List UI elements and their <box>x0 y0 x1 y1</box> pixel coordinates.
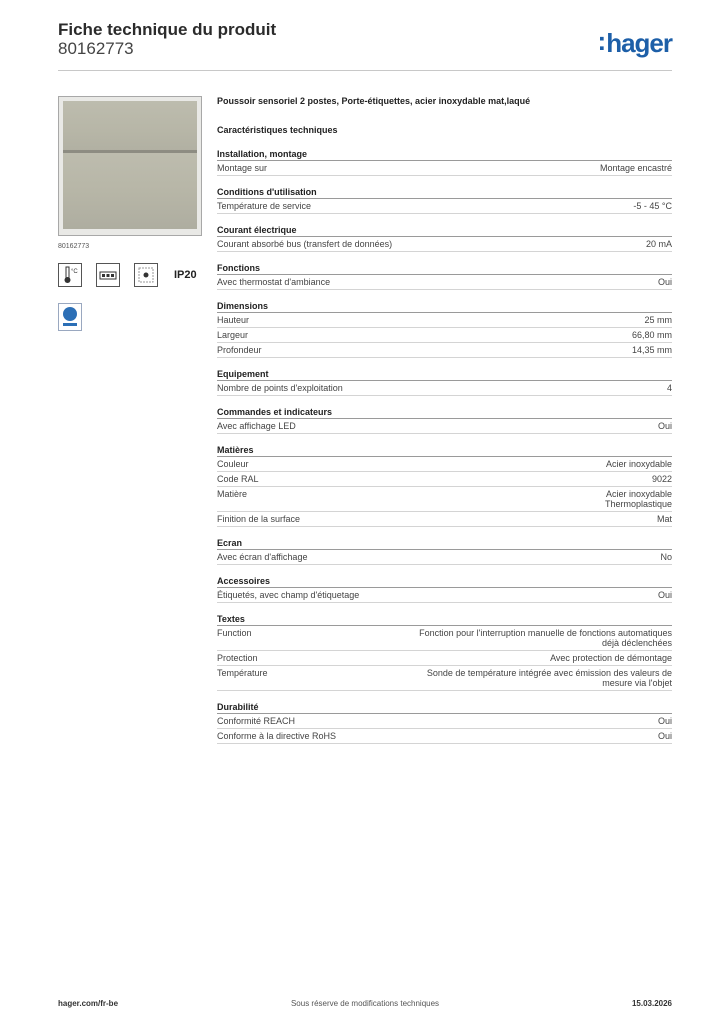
spec-group <box>217 263 672 290</box>
spec-label: Function <box>217 628 252 638</box>
spec-label: Température de service <box>217 201 312 211</box>
spec-row <box>217 199 672 214</box>
spec-row <box>217 666 672 691</box>
spec-value: Acier inoxydable <box>605 459 672 469</box>
spec-value: 14,35 mm <box>631 345 672 355</box>
spec-group-title: Fonctions <box>217 263 672 275</box>
spec-label: Largeur <box>217 330 249 340</box>
svg-text:°C: °C <box>71 269 78 275</box>
spec-label: Finition de la surface <box>217 514 301 524</box>
spec-label: Avec écran d'affichage <box>217 552 308 562</box>
spec-group <box>217 702 672 744</box>
spec-groups <box>217 149 672 744</box>
spec-row <box>217 328 672 343</box>
spec-row <box>217 550 672 565</box>
spec-value: Oui <box>657 716 672 726</box>
page-header <box>58 20 672 71</box>
spec-label: Étiquetés, avec champ d'étiquetage <box>217 590 360 600</box>
page-title: Fiche technique du produit <box>58 20 277 39</box>
spec-row <box>217 512 672 527</box>
spec-value: No <box>660 552 672 562</box>
spec-value: 25 mm <box>644 315 672 325</box>
spec-group <box>217 225 672 252</box>
footer-date: 15.03.2026 <box>631 999 672 1008</box>
spec-group <box>217 187 672 214</box>
spec-value: Fonction pour l'interruption manuelle de fonctions automatiques déjà déclenchées <box>419 628 672 648</box>
product-number: 80162773 <box>58 39 134 58</box>
spec-row <box>217 651 672 666</box>
spec-value: 20 mA <box>645 239 672 249</box>
spec-value: 4 <box>666 383 672 393</box>
spec-row <box>217 729 672 744</box>
energy-label-icon <box>58 303 82 331</box>
spec-value: Oui <box>657 277 672 287</box>
spec-label: Avec affichage LED <box>217 421 296 431</box>
spec-group-title: Courant électrique <box>217 225 672 237</box>
spec-value: Sonde de température intégrée avec émission des valeurs de mesure via l'objet <box>426 668 672 688</box>
spec-group-title: Dimensions <box>217 301 672 313</box>
spec-label: Protection <box>217 653 258 663</box>
spec-value: Oui <box>657 421 672 431</box>
spec-row <box>217 313 672 328</box>
spec-row <box>217 588 672 603</box>
spec-row <box>217 714 672 729</box>
ip-rating: IP20 <box>174 269 197 281</box>
spec-row <box>217 487 672 512</box>
spec-value: Montage encastré <box>599 163 672 173</box>
spec-label: Conforme à la directive RoHS <box>217 731 337 741</box>
spec-group <box>217 369 672 396</box>
spec-group <box>217 614 672 691</box>
spec-value: Acier inoxydable Thermoplastique <box>604 489 672 509</box>
spec-row <box>217 237 672 252</box>
spec-group-title: Matières <box>217 445 672 457</box>
spec-value: Oui <box>657 590 672 600</box>
spec-group-title: Conditions d'utilisation <box>217 187 672 199</box>
spec-label: Code RAL <box>217 474 259 484</box>
spec-group-title: Installation, montage <box>217 149 672 161</box>
spec-value: Oui <box>657 731 672 741</box>
spec-label: Profondeur <box>217 345 262 355</box>
feature-icons <box>58 263 208 333</box>
product-image <box>58 96 202 236</box>
spec-label: Courant absorbé bus (transfert de données) <box>217 239 393 249</box>
spec-row <box>217 419 672 434</box>
display-icon <box>96 263 120 287</box>
spec-sheet <box>217 96 672 755</box>
spec-heading: Caractéristiques techniques <box>217 125 338 135</box>
image-caption: 80162773 <box>58 243 90 250</box>
spec-label: Conformité REACH <box>217 716 296 726</box>
hager-logo: :hager <box>597 26 672 58</box>
spec-label: Montage sur <box>217 163 268 173</box>
spec-label: Température <box>217 668 268 678</box>
spec-row <box>217 161 672 176</box>
spec-group-title: Durabilité <box>217 702 672 714</box>
sensor-icon <box>134 263 158 287</box>
spec-value: 9022 <box>651 474 672 484</box>
spec-value: -5 - 45 °C <box>633 201 672 211</box>
spec-group-title: Accessoires <box>217 576 672 588</box>
spec-group-title: Ecran <box>217 538 672 550</box>
spec-value: Mat <box>656 514 672 524</box>
spec-label: Avec thermostat d'ambiance <box>217 277 331 287</box>
spec-group <box>217 407 672 434</box>
spec-group-title: Commandes et indicateurs <box>217 407 672 419</box>
spec-group <box>217 445 672 527</box>
thermometer-icon <box>58 263 82 287</box>
spec-row <box>217 343 672 358</box>
spec-row <box>217 626 672 651</box>
footer-disclaimer: Sous réserve de modifications techniques <box>290 999 440 1008</box>
spec-label: Couleur <box>217 459 249 469</box>
spec-group <box>217 538 672 565</box>
spec-row <box>217 472 672 487</box>
product-description: Poussoir sensoriel 2 postes, Porte-étiquettes, acier inoxydable mat,laqué <box>217 96 531 106</box>
spec-group <box>217 149 672 176</box>
spec-row <box>217 275 672 290</box>
spec-group-title: Textes <box>217 614 672 626</box>
logo-text: hager <box>606 28 672 58</box>
spec-row <box>217 381 672 396</box>
spec-row <box>217 457 672 472</box>
spec-label: Hauteur <box>217 315 250 325</box>
spec-value: 66,80 mm <box>631 330 672 340</box>
spec-label: Nombre de points d'exploitation <box>217 383 343 393</box>
spec-group-title: Equipement <box>217 369 672 381</box>
footer-website: hager.com/fr-be <box>58 999 119 1008</box>
spec-group <box>217 576 672 603</box>
spec-group <box>217 301 672 358</box>
spec-label: Matière <box>217 489 248 499</box>
spec-value: Avec protection de démontage <box>550 653 672 663</box>
push-button-bottom-plate <box>63 153 197 229</box>
